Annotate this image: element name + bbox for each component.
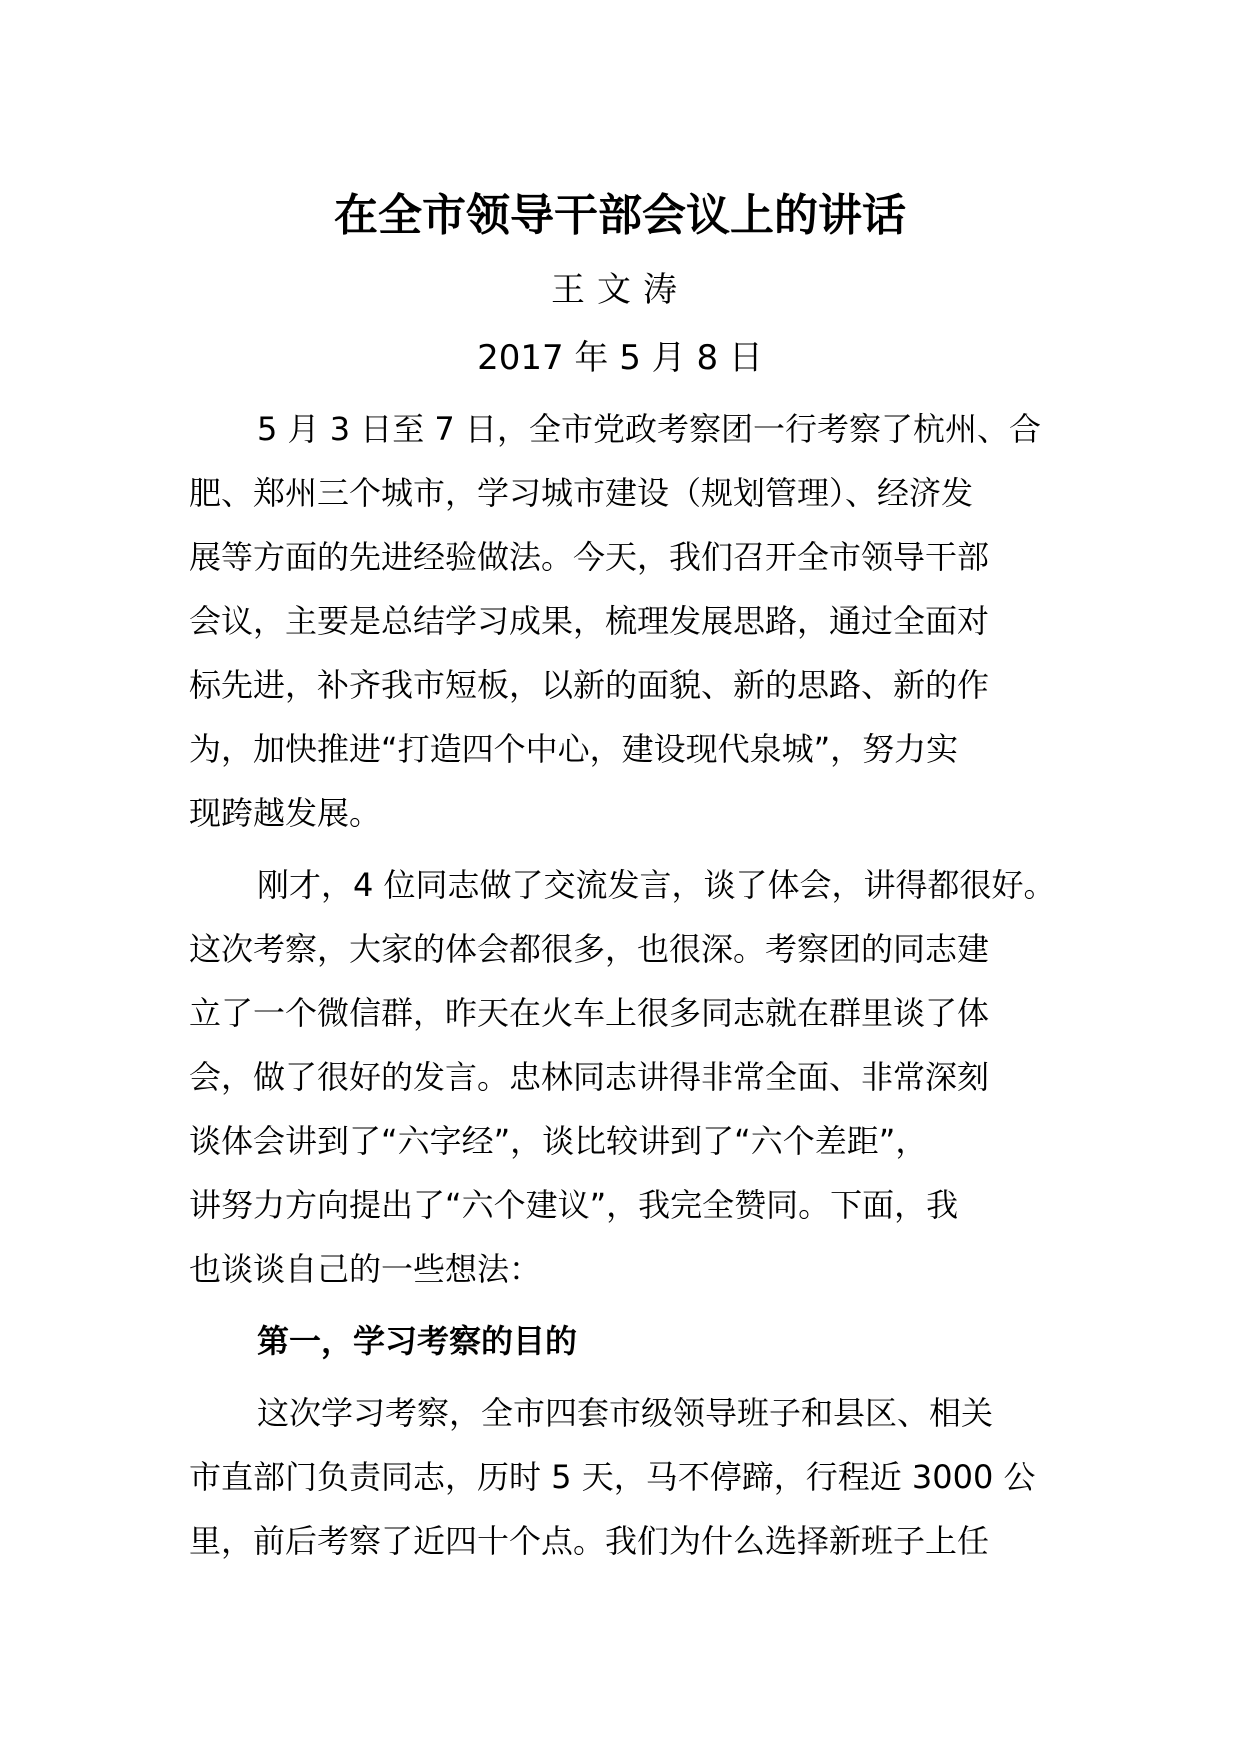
paragraph-line: 为，加快推进“打造四个中心，建设现代泉城”，努力实 bbox=[189, 730, 959, 768]
paragraph-line: 也谈谈自己的一些想法： bbox=[189, 1250, 542, 1288]
paragraph bbox=[189, 853, 1059, 1301]
paragraph-line: 这次学习考察，全市四套市级领导班子和县区、相关 bbox=[257, 1394, 994, 1432]
document-date: 2017 年 5 月 8 日 bbox=[477, 338, 763, 378]
heading-line: 第一，学习考察的目的 bbox=[257, 1322, 578, 1360]
document-body bbox=[189, 397, 1059, 1573]
paragraph-line: 肥、郑州三个城市，学习城市建设（规划管理）、经济发 bbox=[189, 474, 974, 512]
paragraph-line: 5 月 3 日至 7 日，全市党政考察团一行考察了杭州、合 bbox=[257, 410, 1041, 448]
document-title: 在全市领导干部会议上的讲话 bbox=[334, 190, 906, 241]
paragraph-line: 立了一个微信群，昨天在火车上很多同志就在群里谈了体 bbox=[189, 994, 990, 1032]
paragraph-line: 会，做了很好的发言。忠林同志讲得非常全面、非常深刻 bbox=[189, 1058, 990, 1096]
paragraph bbox=[189, 1381, 1059, 1573]
paragraph-line: 讲努力方向提出了“六个建议”，我完全赞同。下面，我 bbox=[189, 1186, 959, 1224]
section-heading bbox=[189, 1309, 1059, 1373]
paragraph-gap bbox=[189, 1373, 1059, 1381]
paragraph-line: 现跨越发展。 bbox=[189, 794, 382, 832]
paragraph bbox=[189, 397, 1059, 845]
paragraph-gap bbox=[189, 1301, 1059, 1309]
paragraph-line: 展等方面的先进经验做法。今天，我们召开全市领导干部 bbox=[189, 538, 990, 576]
paragraph-line: 里，前后考察了近四十个点。我们为什么选择新班子上任 bbox=[189, 1522, 990, 1560]
paragraph-gap bbox=[189, 845, 1059, 853]
paragraph-line: 刚才，4 位同志做了交流发言，谈了体会，讲得都很好。 bbox=[257, 866, 1056, 904]
paragraph-line: 市直部门负责同志，历时 5 天，马不停蹄，行程近 3000 公 bbox=[189, 1458, 1036, 1496]
paragraph-line: 谈体会讲到了“六字经”，谈比较讲到了“六个差距”， bbox=[189, 1122, 928, 1160]
paragraph-line: 标先进，补齐我市短板，以新的面貌、新的思路、新的作 bbox=[189, 666, 990, 704]
paragraph-line: 这次考察，大家的体会都很多，也很深。考察团的同志建 bbox=[189, 930, 990, 968]
paragraph-line: 会议，主要是总结学习成果，梳理发展思路，通过全面对 bbox=[189, 602, 990, 640]
document-author: 王文涛 bbox=[551, 270, 689, 310]
